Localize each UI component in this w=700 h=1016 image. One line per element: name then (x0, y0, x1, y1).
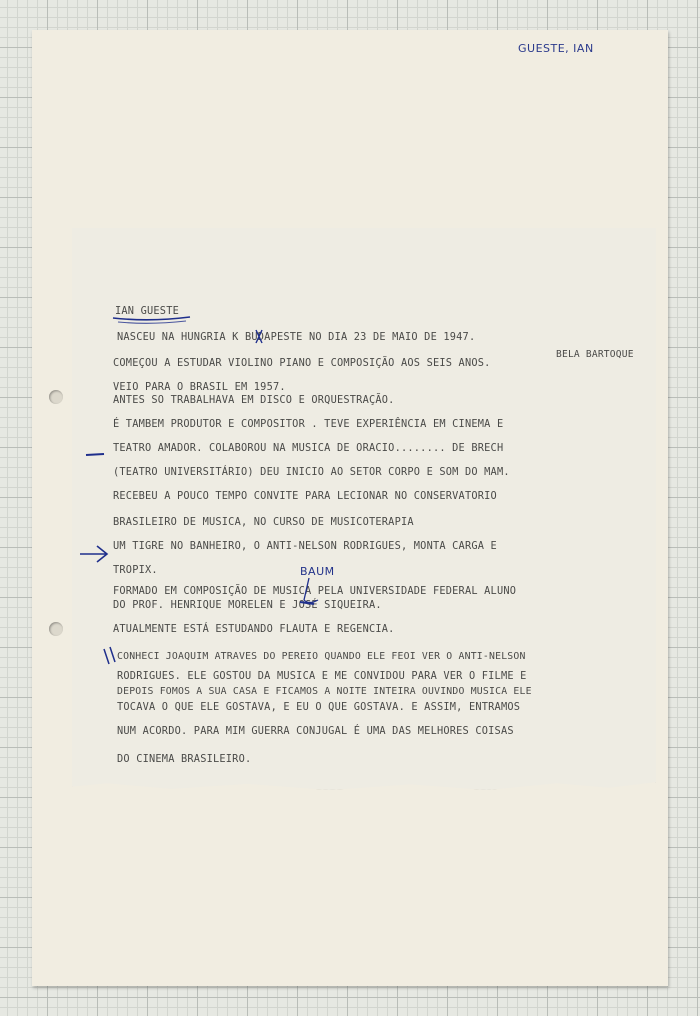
typed-line: É TAMBEM PRODUTOR E COMPOSITOR . TEVE EXPERIÊNCIA EM CINEMA E (113, 418, 504, 430)
typed-line: NASCEU NA HUNGRIA K BUDAPESTE NO DIA 23 DE MAIO DE 1947. (117, 331, 476, 343)
handwritten-correction: BAUM (300, 565, 335, 578)
title-underline-mark (113, 317, 190, 320)
typed-line: BELA BARTOQUE (556, 349, 634, 360)
typed-line: TOCAVA O QUE ELE GOSTAVA, E EU O QUE GOSTAVA. E ASSIM, ENTRAMOS (117, 701, 521, 713)
typed-line: RECEBEU A POUCO TEMPO CONVITE PARA LECIONAR NO CONSERVATORIO (113, 490, 497, 502)
typed-line: TROPIX. (113, 564, 158, 576)
typed-line: BRASILEIRO DE MUSICA, NO CURSO DE MUSICOTERAPIA (113, 516, 414, 528)
typed-line: TEATRO AMADOR. COLABOROU NA MUSICA DE ORACIO........ DE BRECH (113, 442, 504, 454)
double-slash-mark (104, 647, 115, 664)
dash-margin-mark (86, 454, 104, 455)
handwritten-header-name: GUESTE, IAN (518, 42, 594, 55)
typed-line: CONHECI JOAQUIM ATRAVES DO PEREIO QUANDO ELE FEOI VER O ANTI-NELSON (117, 651, 526, 662)
typed-line: DO PROF. HENRIQUE MORELEN E JOSÉ SIQUEIRA. (113, 599, 382, 611)
typed-line: FORMADO EM COMPOSIÇÃO DE MUSICA PELA UNIVERSIDADE FEDERAL ALUNO (113, 585, 517, 597)
typed-line: ANTES SO TRABALHAVA EM DISCO E ORQUESTRAÇÃO. (113, 394, 395, 406)
title-underline-mark-second (118, 321, 186, 323)
typed-line: COMEÇOU A ESTUDAR VIOLINO PIANO E COMPOSIÇÃO AOS SEIS ANOS. (113, 357, 491, 369)
arrow-margin-icon (80, 546, 107, 562)
typed-line: VEIO PARA O BRASIL EM 1957. (113, 381, 286, 393)
typed-line: RODRIGUES. ELE GOSTOU DA MUSICA E ME CONVIDOU PARA VER O FILME E (117, 670, 527, 682)
typed-line: UM TIGRE NO BANHEIRO, O ANTI-NELSON RODRIGUES, MONTA CARGA E (113, 540, 497, 552)
typed-line: DO CINEMA BRASILEIRO. (117, 753, 252, 765)
typed-line: (TEATRO UNIVERSITÁRIO) DEU INICIO AO SETOR CORPO E SOM DO MAM. (113, 466, 510, 478)
strike-k-mark (256, 330, 262, 343)
slip-title: IAN GUESTE (115, 305, 179, 317)
typed-line: ATUALMENTE ESTÁ ESTUDANDO FLAUTA E REGENCIA. (113, 623, 395, 635)
typed-line: NUM ACORDO. PARA MIM GUERRA CONJUGAL É UMA DAS MELHORES COISAS (117, 725, 514, 737)
typed-line: DEPOIS FOMOS A SUA CASA E FICAMOS A NOITE INTEIRA OUVINDO MUSICA ELE (117, 686, 532, 697)
insertion-caret-mark (304, 578, 309, 600)
